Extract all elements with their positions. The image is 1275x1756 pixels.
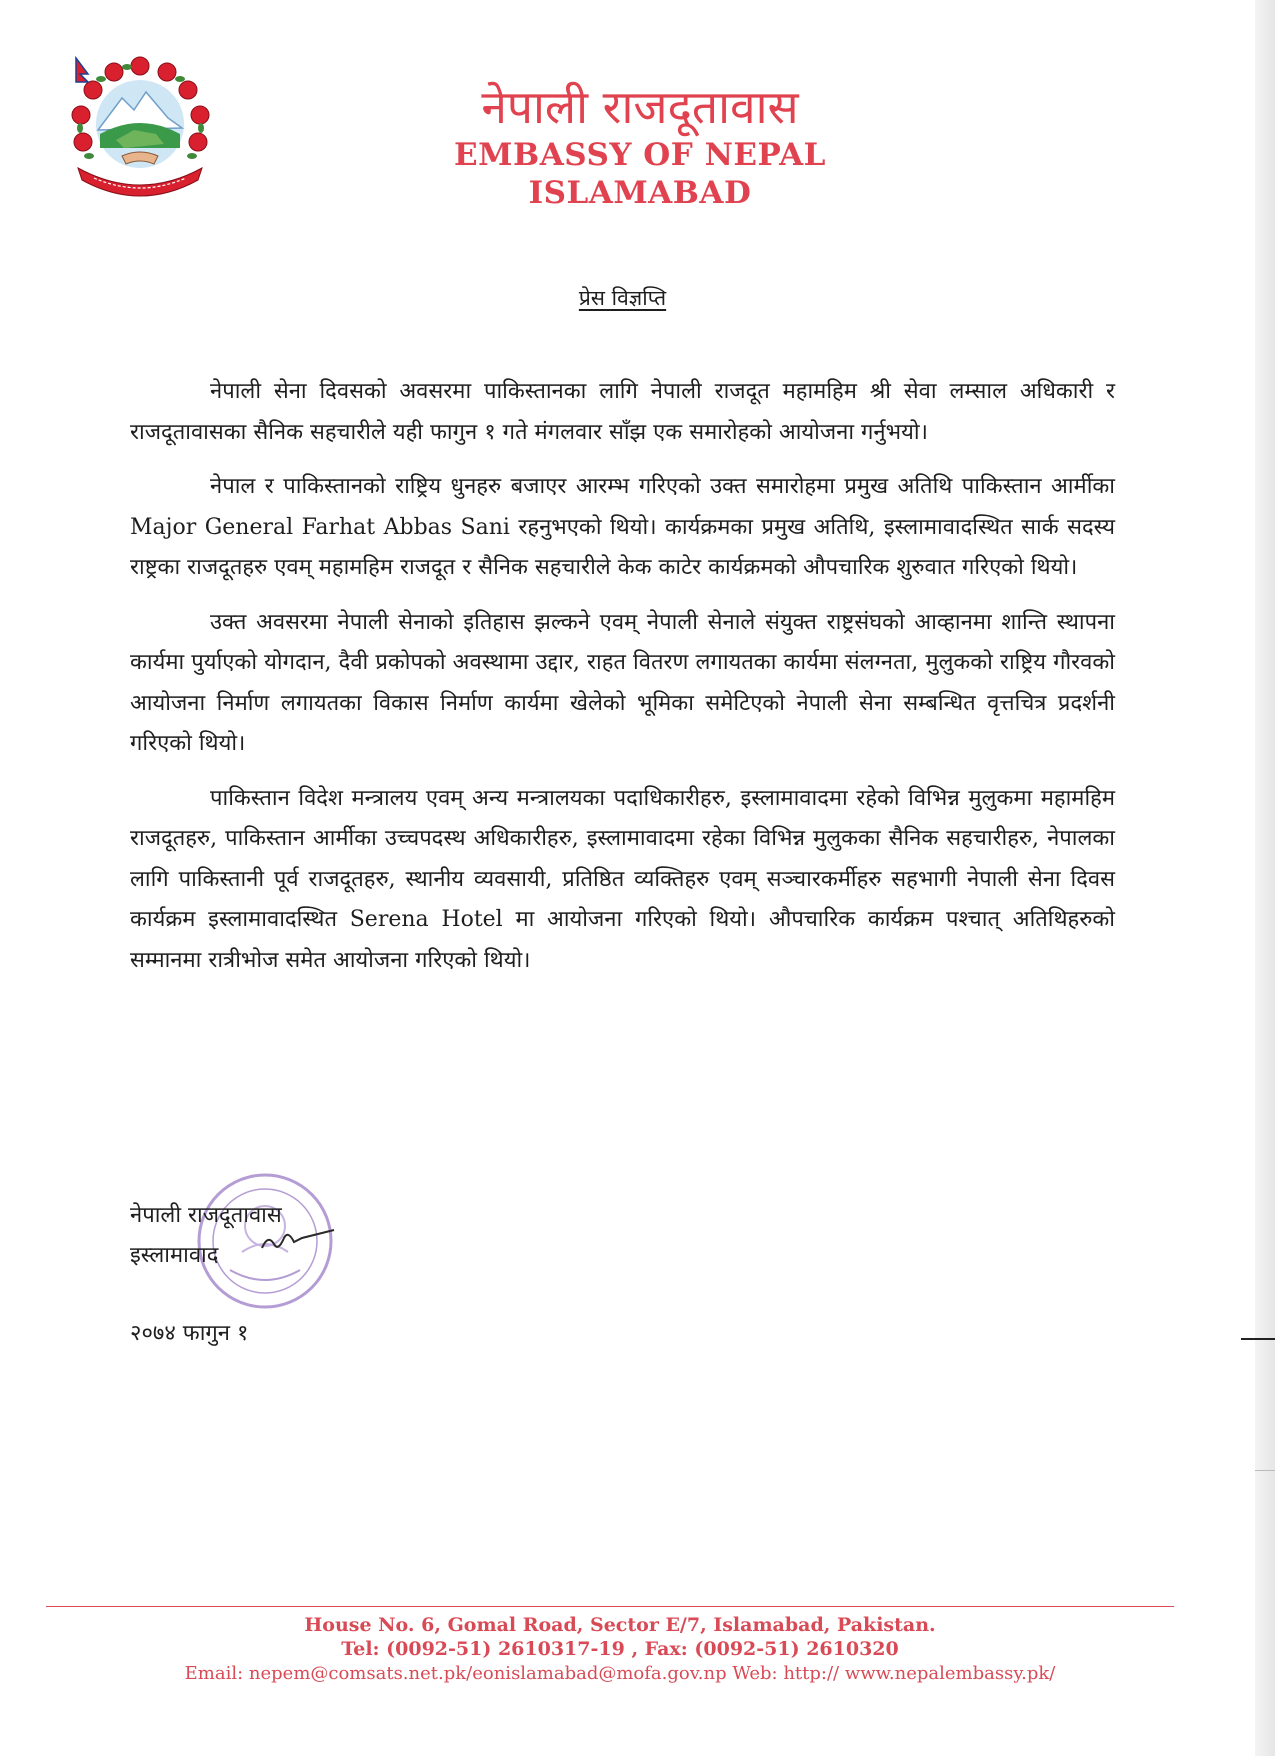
- signature-city: इस्लामावाद: [130, 1243, 219, 1268]
- paragraph: पाकिस्तान विदेश मन्त्रालय एवम् अन्य मन्त्रालयका पदाधिकारीहरु, इस्लामावादमा रहेको विभिन्न मुलुकमा महामहिम राजदूतहरु, पाकिस्तान आर्मीका उच्चपदस्थ अधिकारीहरु, इस्लामावादमा रहेका विभिन्न मुलुकका सैनिक सहचारीहरु, नेपालका लागि पाकिस्तानी पूर्व राजदूतहरु, स्थानीय व्यवसायी, प्रतिष्ठित व्यक्तिहरु एवम् सञ्चारकर्मीहरु सहभागी नेपाली सेना दिवस कार्यक्रम इस्लामावादस्थित Serena Hotel मा आयोजना गरिएको थियो। औपचारिक कार्यक्रम पश्चात् अतिथिहरुको सम्मानमा रात्रीभोज समेत आयोजना गरिएको थियो।: [130, 785, 1115, 973]
- letterhead-title-english: EMBASSY OF NEPAL: [454, 137, 826, 173]
- scanner-mark-faint: [1255, 1470, 1275, 1471]
- paragraph: नेपाली सेना दिवसको अवसरमा पाकिस्तानका लागि नेपाली राजदूत महामहिम श्री सेवा लम्साल अधिकारी र राजदूतावासका सैनिक सहचारीले यही फागुन १ गते मंगलवार साँझ एक समारोहको आयोजना गर्नुभयो।: [130, 379, 1115, 445]
- paragraph: उक्त अवसरमा नेपाली सेनाको इतिहास झल्कने एवम् नेपाली सेनाले संयुक्त राष्ट्रसंघको आव्हानमा शान्ति स्थापना कार्यमा पुर्याएको योगदान, दैवी प्रकोपको अवस्थामा उद्दार, राहत वितरण लगायतका कार्यमा संलग्नता, मुलुकको राष्ट्रिय गौरवको आयोजना निर्माण लगायतका विकास निर्माण कार्यमा खेलेको भूमिका समेटिएको नेपाली सेना सम्बन्धित वृत्तचित्र प्रदर्शनी गरिएको थियो।: [130, 609, 1115, 756]
- document-subject: प्रेस विज्ञप्ति: [578, 286, 667, 310]
- footer-phone-fax: Tel: (0092-51) 2610317-19 , Fax: (0092-51) 2610320: [341, 1638, 899, 1660]
- footer-divider: [46, 1606, 1174, 1607]
- footer-email-web: Email: nepem@comsats.net.pk/eonislamabad@mofa.gov.np Web: http:// www.nepalembassy.pk/: [184, 1663, 1056, 1684]
- signature-block: [130, 1196, 370, 1354]
- letterhead-city: ISLAMABAD: [528, 175, 752, 211]
- scanner-edge: [1255, 0, 1275, 1756]
- letterhead: [340, 78, 940, 212]
- scanner-mark: [1241, 1338, 1275, 1340]
- paragraph: नेपाल र पाकिस्तानको राष्ट्रिय धुनहरु बजाएर आरम्भ गरिएको उक्त समारोहमा प्रमुख अतिथि पाकिस्तान आर्मीका Major General Farhat Abbas Sani रहनुभएको थियो। कार्यक्रमका प्रमुख अतिथि, इस्लामावादस्थित सार्क सदस्य राष्ट्रका राजदूतहरु एवम् महामहिम राजदूत र सैनिक सहचारीले केक काटेर कार्यक्रमको औपचारिक शुरुवात गरिएको थियो।: [130, 474, 1115, 580]
- signature-date: २०७४ फागुन १: [130, 1321, 249, 1346]
- press-release-body: [130, 372, 1115, 995]
- footer-address: House No. 6, Gomal Road, Sector E/7, Islamabad, Pakistan.: [304, 1614, 936, 1636]
- letterhead-footer: [0, 1613, 1240, 1686]
- nepal-coat-of-arms-icon: [64, 52, 216, 204]
- letterhead-title-nepali: नेपाली राजदूतावास: [481, 80, 799, 134]
- signature-org: नेपाली राजदूतावास: [130, 1203, 282, 1228]
